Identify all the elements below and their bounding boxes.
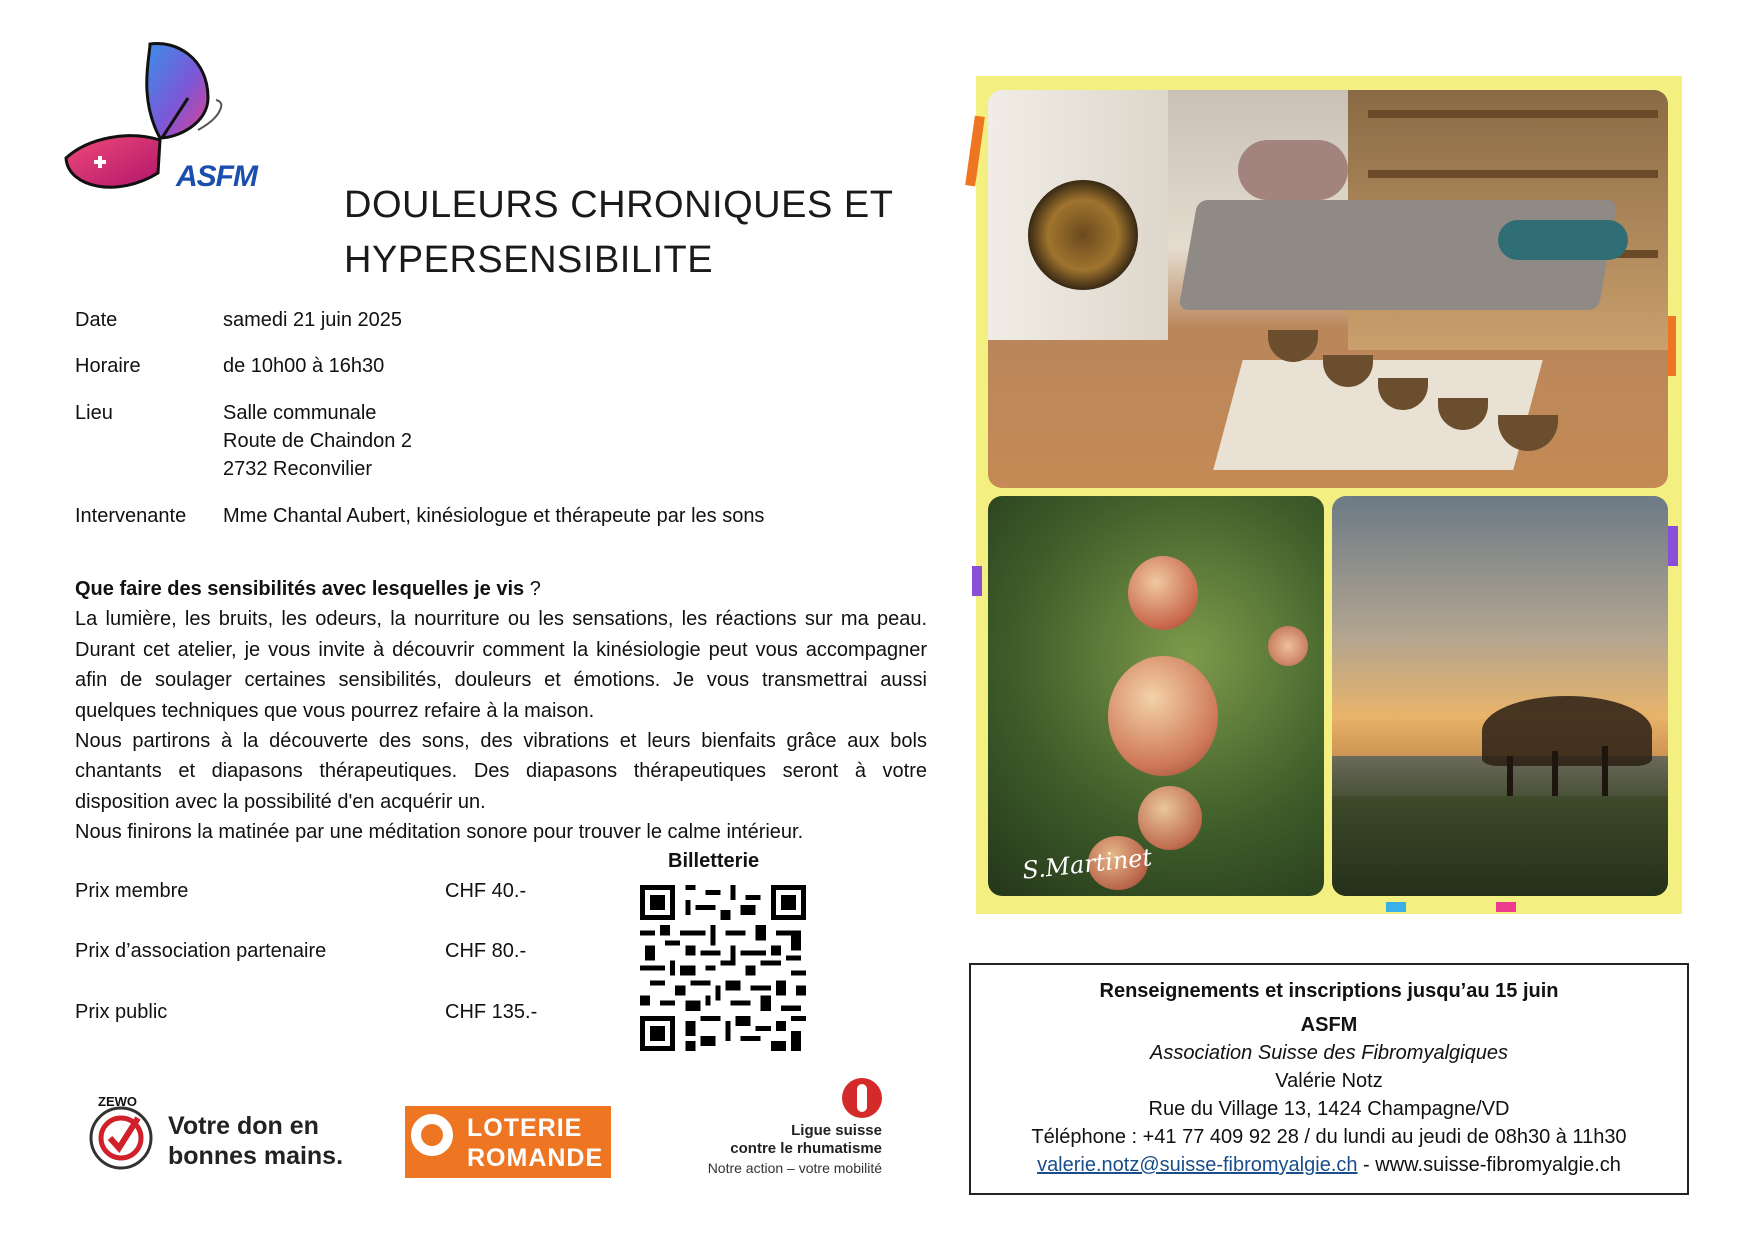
date-value: samedi 21 juin 2025 [223, 309, 403, 331]
decorative-stripe [1386, 902, 1406, 912]
decorative-stripe [965, 116, 985, 187]
loterie-romande-logo [405, 1106, 611, 1178]
loterie-line-1: LOTERIE [467, 1114, 583, 1142]
contact-separator: - [1357, 1154, 1376, 1176]
logo-text: ASFM [176, 160, 257, 193]
ligue-emblem-icon [842, 1078, 882, 1118]
contact-box [969, 963, 1689, 1195]
price-partner-value: CHF 80.- [445, 940, 527, 962]
contact-website: www.suisse-fibromyalgie.ch [1375, 1154, 1621, 1176]
photo-signature: S.Martinet [1020, 843, 1154, 885]
place-line-2: Route de Chaindon 2 [223, 430, 413, 452]
title-line-1: DOULEURS CHRONIQUES ET [344, 184, 894, 226]
place-label: Lieu [75, 402, 113, 424]
contact-phone: Téléphone : +41 77 409 92 28 / du lundi au jeudi de 08h30 à 11h30 [1031, 1126, 1627, 1148]
photo-collage [976, 76, 1682, 914]
loterie-ring-icon [411, 1114, 453, 1156]
asfm-logo [58, 38, 258, 208]
description-paragraph-2: Nous partirons à la découverte des sons, des vibrations et leurs bienfaits grâce aux bols chantants et diapasons thérapeutiques. Des diapasons thérapeutiques seront à votre disposition avec la possibilité d'en acquérir un. [75, 730, 927, 813]
price-member-value: CHF 40.- [445, 880, 527, 902]
zewo-seal-icon [86, 1098, 156, 1174]
apple-tree-photo [988, 496, 1324, 896]
loterie-line-2: ROMANDE [467, 1144, 604, 1172]
contact-org-short: ASFM [1300, 1014, 1358, 1036]
decorative-stripe [1496, 902, 1516, 912]
ligue-rhumatisme-logo [690, 1078, 890, 1182]
description-paragraph-3: Nous finirons la matinée par une méditation sonore pour trouver le calme intérieur. [75, 821, 804, 844]
price-member-label: Prix membre [75, 880, 189, 902]
ligue-line-3: Notre action – votre mobilité [707, 1160, 882, 1176]
contact-links [971, 1151, 1687, 1179]
place-line-3: 2732 Reconvilier [223, 458, 372, 480]
zewo-text-2: bonnes mains. [168, 1142, 344, 1170]
sunset-landscape-photo [1332, 496, 1668, 896]
time-label: Horaire [75, 355, 141, 377]
speaker-label: Intervenante [75, 505, 187, 527]
price-partner-label: Prix d’association partenaire [75, 940, 327, 962]
qr-code-icon[interactable] [640, 885, 806, 1051]
speaker-value: Mme Chantal Aubert, kinésiologue et thérapeute par les sons [223, 505, 765, 527]
zewo-text-1: Votre don en [168, 1112, 319, 1140]
price-public-label: Prix public [75, 1001, 168, 1023]
question-mark: ? [524, 578, 541, 600]
ticketing-label: Billetterie [668, 850, 760, 872]
contact-org-full: Association Suisse des Fibromyalgiques [1150, 1042, 1508, 1064]
contact-heading: Renseignements et inscriptions jusqu’au 15 juin [1099, 980, 1559, 1002]
price-public-value: CHF 135.- [445, 1001, 538, 1023]
date-label: Date [75, 309, 118, 331]
description-question: Que faire des sensibilités avec lesquelles je vis [75, 578, 525, 600]
page-title [344, 178, 893, 288]
description-paragraph-1: La lumière, les bruits, les odeurs, la nourriture ou les sensations, les réactions sur ma peau. Durant cet atelier, je vous invite à découvrir comment la kinésiologie peut vous accompagner afin de soulager certaines sensibilités, douleurs et émotions. Je vous transmettrai aussi quelques techniques que vous pourrez refaire à la maison. [75, 608, 927, 722]
zewo-badge: ZEWO [98, 1094, 137, 1109]
ligue-line-2: contre le rhumatisme [730, 1140, 882, 1157]
title-line-2: HYPERSENSIBILITE [344, 239, 714, 281]
therapy-room-photo [988, 90, 1668, 488]
description [75, 574, 927, 848]
decorative-stripe [1668, 526, 1678, 566]
time-value: de 10h00 à 16h30 [223, 355, 385, 377]
place-line-1: Salle communale [223, 402, 377, 424]
contact-person: Valérie Notz [1275, 1070, 1383, 1092]
contact-email-link[interactable]: valerie.notz@suisse-fibromyalgie.ch [1037, 1154, 1358, 1176]
ligue-line-1: Ligue suisse [791, 1122, 882, 1139]
zewo-logo [86, 1094, 356, 1174]
decorative-stripe [972, 566, 982, 596]
contact-address: Rue du Village 13, 1424 Champagne/VD [1148, 1098, 1510, 1120]
